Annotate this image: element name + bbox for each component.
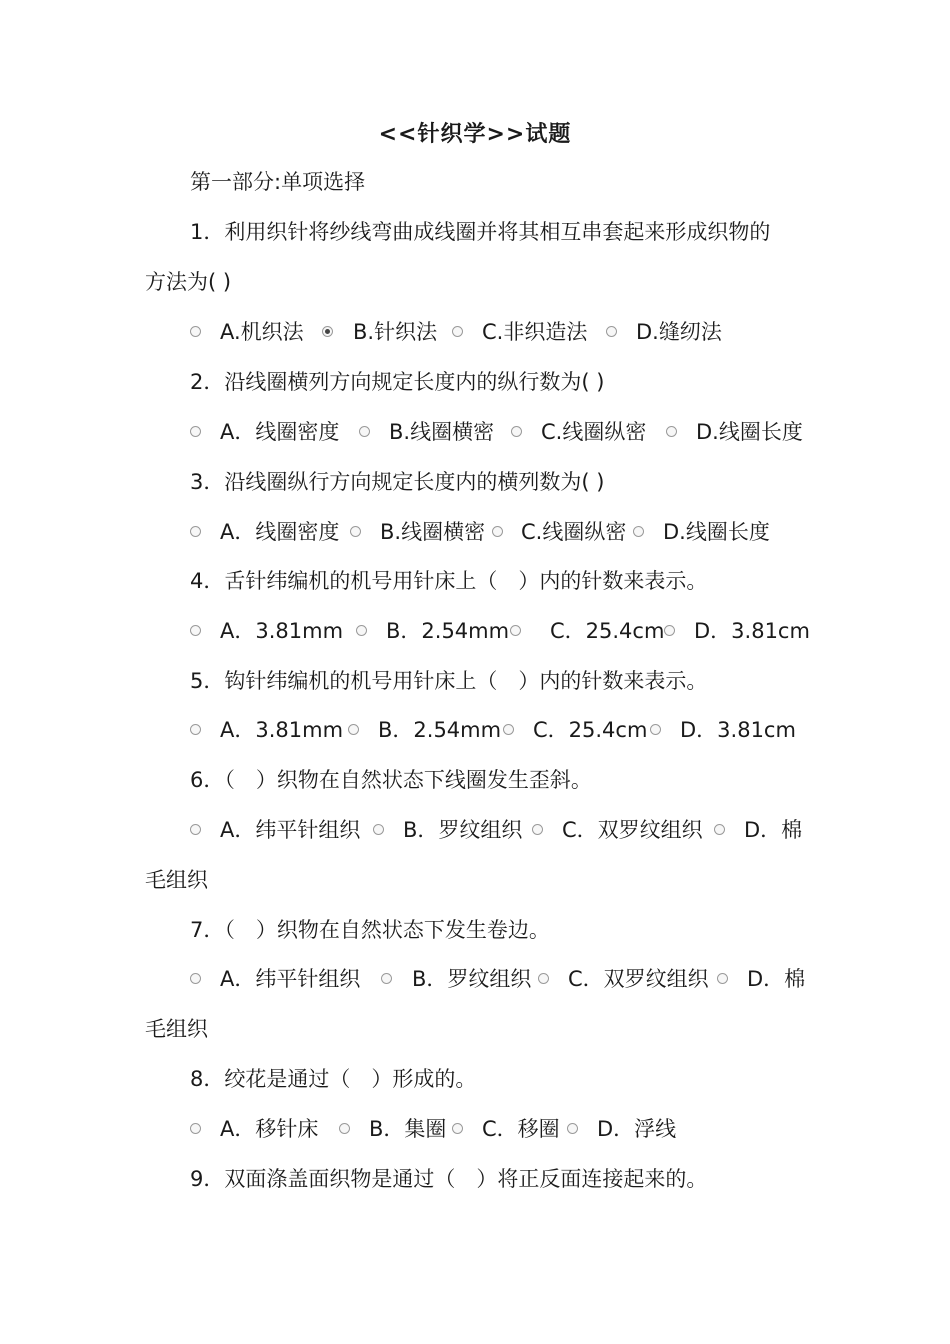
option-label: C．25.4cm <box>533 718 648 742</box>
option-label: D．棉 <box>744 818 803 842</box>
section-heading: 第一部分:单项选择 <box>190 170 366 194</box>
option-label: C．双罗纹组织 <box>568 967 709 991</box>
radio-selected-icon[interactable] <box>322 326 333 337</box>
radio-icon[interactable] <box>666 426 677 437</box>
radio-icon[interactable] <box>359 426 370 437</box>
option-label: A．纬平针组织 <box>220 967 361 991</box>
option-label: A．纬平针组织 <box>220 818 361 842</box>
option-label: D.线圈长度 <box>696 420 803 444</box>
radio-icon[interactable] <box>190 426 201 437</box>
question-5-stem: 5．钩针纬编机的机号用针床上（ ）内的针数来表示。 <box>190 669 708 693</box>
option-label: C．双罗纹组织 <box>562 818 703 842</box>
option-label: D．3.81cm <box>694 619 810 643</box>
option-label: C.非织造法 <box>482 320 588 344</box>
radio-icon[interactable] <box>650 724 661 735</box>
radio-icon[interactable] <box>538 973 549 984</box>
option-label: A．移针床 <box>220 1117 319 1141</box>
radio-icon[interactable] <box>532 824 543 835</box>
radio-icon[interactable] <box>190 526 201 537</box>
option-label: C．25.4cm <box>550 619 665 643</box>
radio-icon[interactable] <box>633 526 644 537</box>
option-label: B．集圈 <box>369 1117 447 1141</box>
radio-icon[interactable] <box>190 625 201 636</box>
option-label: C.线圈纵密 <box>541 420 647 444</box>
radio-icon[interactable] <box>714 824 725 835</box>
document-title: <<针织学>>试题 <box>378 122 572 147</box>
radio-icon[interactable] <box>664 625 675 636</box>
radio-icon[interactable] <box>356 625 367 636</box>
question-9-stem: 9．双面涤盖面织物是通过（ ）将正反面连接起来的。 <box>190 1167 708 1191</box>
question-1-stem-cont: 方法为( ) <box>145 270 232 294</box>
question-3-stem: 3．沿线圈纵行方向规定长度内的横列数为( ) <box>190 470 605 494</box>
question-4-stem: 4．舌针纬编机的机号用针床上（ ）内的针数来表示。 <box>190 569 708 593</box>
option-label: A．3.81mm <box>220 619 344 643</box>
radio-icon[interactable] <box>339 1123 350 1134</box>
question-1-stem: 1．利用织针将纱线弯曲成线圈并将其相互串套起来形成织物的 <box>190 220 771 244</box>
radio-icon[interactable] <box>190 724 201 735</box>
radio-icon[interactable] <box>452 1123 463 1134</box>
option-label: B．2.54mm <box>378 718 502 742</box>
radio-icon[interactable] <box>510 625 521 636</box>
radio-icon[interactable] <box>717 973 728 984</box>
radio-icon[interactable] <box>190 326 201 337</box>
radio-icon[interactable] <box>190 824 201 835</box>
option-label: A.机织法 <box>220 320 304 344</box>
radio-icon[interactable] <box>348 724 359 735</box>
question-8-stem: 8．绞花是通过（ ）形成的。 <box>190 1067 477 1091</box>
radio-icon[interactable] <box>452 326 463 337</box>
option-label: B．罗纹组织 <box>403 818 523 842</box>
question-7-option-wrap: 毛组织 <box>145 1017 208 1041</box>
question-2-stem: 2．沿线圈横列方向规定长度内的纵行数为( ) <box>190 370 605 394</box>
option-label: B.线圈横密 <box>389 420 495 444</box>
question-6-stem: 6．（ ）织物在自然状态下线圈发生歪斜。 <box>190 768 592 792</box>
radio-icon[interactable] <box>492 526 503 537</box>
radio-icon[interactable] <box>373 824 384 835</box>
question-7-stem: 7．（ ）织物在自然状态下发生卷边。 <box>190 918 550 942</box>
option-label: B.线圈横密 <box>380 520 486 544</box>
radio-icon[interactable] <box>190 1123 201 1134</box>
radio-icon[interactable] <box>190 973 201 984</box>
option-label: B．罗纹组织 <box>412 967 532 991</box>
option-label: D．浮线 <box>597 1117 677 1141</box>
radio-icon[interactable] <box>350 526 361 537</box>
option-label: D．棉 <box>747 967 806 991</box>
radio-icon[interactable] <box>606 326 617 337</box>
option-label: D.线圈长度 <box>663 520 770 544</box>
option-label: A．3.81mm <box>220 718 344 742</box>
option-label: D．3.81cm <box>680 718 796 742</box>
radio-icon[interactable] <box>567 1123 578 1134</box>
option-label: D.缝纫法 <box>636 320 722 344</box>
option-label: B.针织法 <box>353 320 438 344</box>
radio-icon[interactable] <box>381 973 392 984</box>
option-label: C．移圈 <box>482 1117 560 1141</box>
radio-icon[interactable] <box>503 724 514 735</box>
option-label: A．线圈密度 <box>220 420 340 444</box>
radio-icon[interactable] <box>511 426 522 437</box>
option-label: C.线圈纵密 <box>521 520 627 544</box>
option-label: B．2.54mm <box>386 619 510 643</box>
question-6-option-wrap: 毛组织 <box>145 868 208 892</box>
option-label: A．线圈密度 <box>220 520 340 544</box>
